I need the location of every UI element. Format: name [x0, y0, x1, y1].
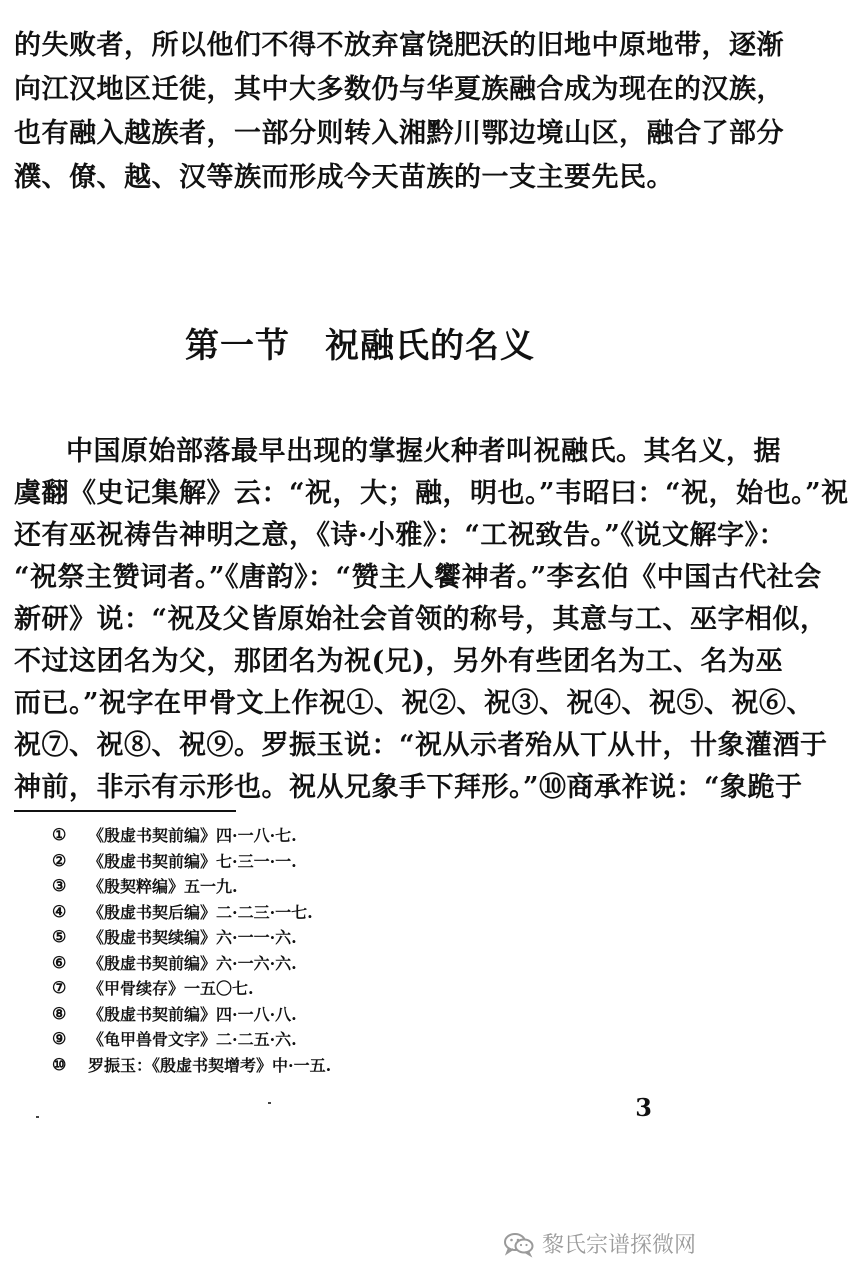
text-line: “祝祭主赞词者。”《唐韵》：“赞主人饗神者。”李玄伯《中国古代社会 — [14, 562, 822, 593]
text-line: 也有融入越族者，一部分则转入湘黔川鄂边境山区，融合了部分 — [14, 118, 784, 149]
footnote-text: 《殷虚书契前编》四·一八·八. — [88, 1004, 297, 1024]
footnote-mark: ⑨ — [52, 1029, 67, 1049]
footnote-item — [52, 873, 652, 899]
text-line: 中国原始部落最早出现的掌握火种者叫祝融氏。其名义，据 — [66, 436, 781, 467]
scan-speck — [36, 1116, 39, 1118]
footnote-item — [52, 848, 652, 874]
intro-paragraph — [14, 24, 784, 200]
footnote-mark: ① — [52, 825, 67, 845]
text-line: 神前，非示有示形也。祝从兄象手下拜形。”⑩商承祚说：“象跪于 — [14, 772, 803, 803]
footnote-item — [52, 1026, 652, 1052]
footnote-mark: ⑥ — [52, 952, 67, 972]
text-line: 的失败者，所以他们不得不放弃富饶肥沃的旧地中原地带，逐渐 — [14, 30, 784, 61]
wechat-icon — [504, 1232, 534, 1256]
footnote-mark: ⑤ — [52, 927, 67, 947]
footnote-item — [52, 975, 652, 1001]
footnote-text: 《殷虚书契前编》四·一八·七. — [88, 826, 297, 846]
section-title: 第一节 祝融氏的名义 — [185, 326, 535, 366]
footnote-mark: ⑦ — [52, 978, 67, 998]
footnote-divider — [14, 810, 236, 812]
footnote-mark: ② — [52, 850, 67, 870]
footnote-item — [52, 924, 652, 950]
footnote-text: 《殷契粹编》五一九. — [88, 877, 238, 897]
text-line: 不过这团名为父，那团名为祝(兄)，另外有些团名为工、名为巫 — [14, 646, 784, 677]
footnote-text: 《甲骨续存》一五〇七. — [88, 979, 254, 999]
footnote-item — [52, 1052, 652, 1078]
text-line: 虞翻《史记集解》云：“祝，大；融，明也。”韦昭曰：“祝，始也。”祝 — [14, 478, 849, 509]
footnote-text: 《殷虚书契前编》七·三一·一. — [88, 851, 297, 871]
footnote-mark: ⑩ — [52, 1054, 67, 1074]
footnote-mark: ④ — [52, 901, 67, 921]
text-line: 新研》说：“祝及父皆原始社会首领的称号，其意与工、巫字相似， — [14, 604, 828, 635]
text-line: 向江汉地区迁徙，其中大多数仍与华夏族融合成为现在的汉族， — [14, 74, 784, 105]
footnote-item — [52, 1001, 652, 1027]
footnote-text: 罗振玉：《殷虚书契增考》中·一五. — [88, 1055, 332, 1075]
page-number: 3 — [635, 1093, 652, 1122]
footnotes — [52, 822, 652, 1077]
scan-speck — [268, 1102, 271, 1104]
footnote-text: 《龟甲兽骨文字》二·二五·六. — [88, 1030, 297, 1050]
footnote-item — [52, 899, 652, 925]
footnote-text: 《殷虚书契续编》六·一一·六. — [88, 928, 297, 948]
text-line: 濮、僚、越、汉等族而形成今天苗族的一支主要先民。 — [14, 162, 674, 193]
footnote-text: 《殷虚书契前编》六·一六·六. — [88, 953, 297, 973]
body-paragraph — [14, 431, 849, 809]
footnote-item — [52, 950, 652, 976]
watermark — [504, 1228, 696, 1259]
footnote-item — [52, 822, 652, 848]
footnote-text: 《殷虚书契后编》二·二三·一七. — [88, 902, 313, 922]
footnote-mark: ③ — [52, 876, 67, 896]
text-line: 而已。”祝字在甲骨文上作祝①、祝②、祝③、祝④、祝⑤、祝⑥、 — [14, 688, 815, 719]
footnote-mark: ⑧ — [52, 1003, 67, 1023]
text-line: 还有巫祝祷告神明之意，《诗·小雅》：“工祝致告。”《说文解字》： — [14, 520, 786, 551]
watermark-text: 黎氏宗谱探微网 — [541, 1233, 696, 1258]
text-line: 祝⑦、祝⑧、祝⑨。罗振玉说：“祝从示者殆从丅从卄，卄象灌酒于 — [14, 730, 828, 761]
